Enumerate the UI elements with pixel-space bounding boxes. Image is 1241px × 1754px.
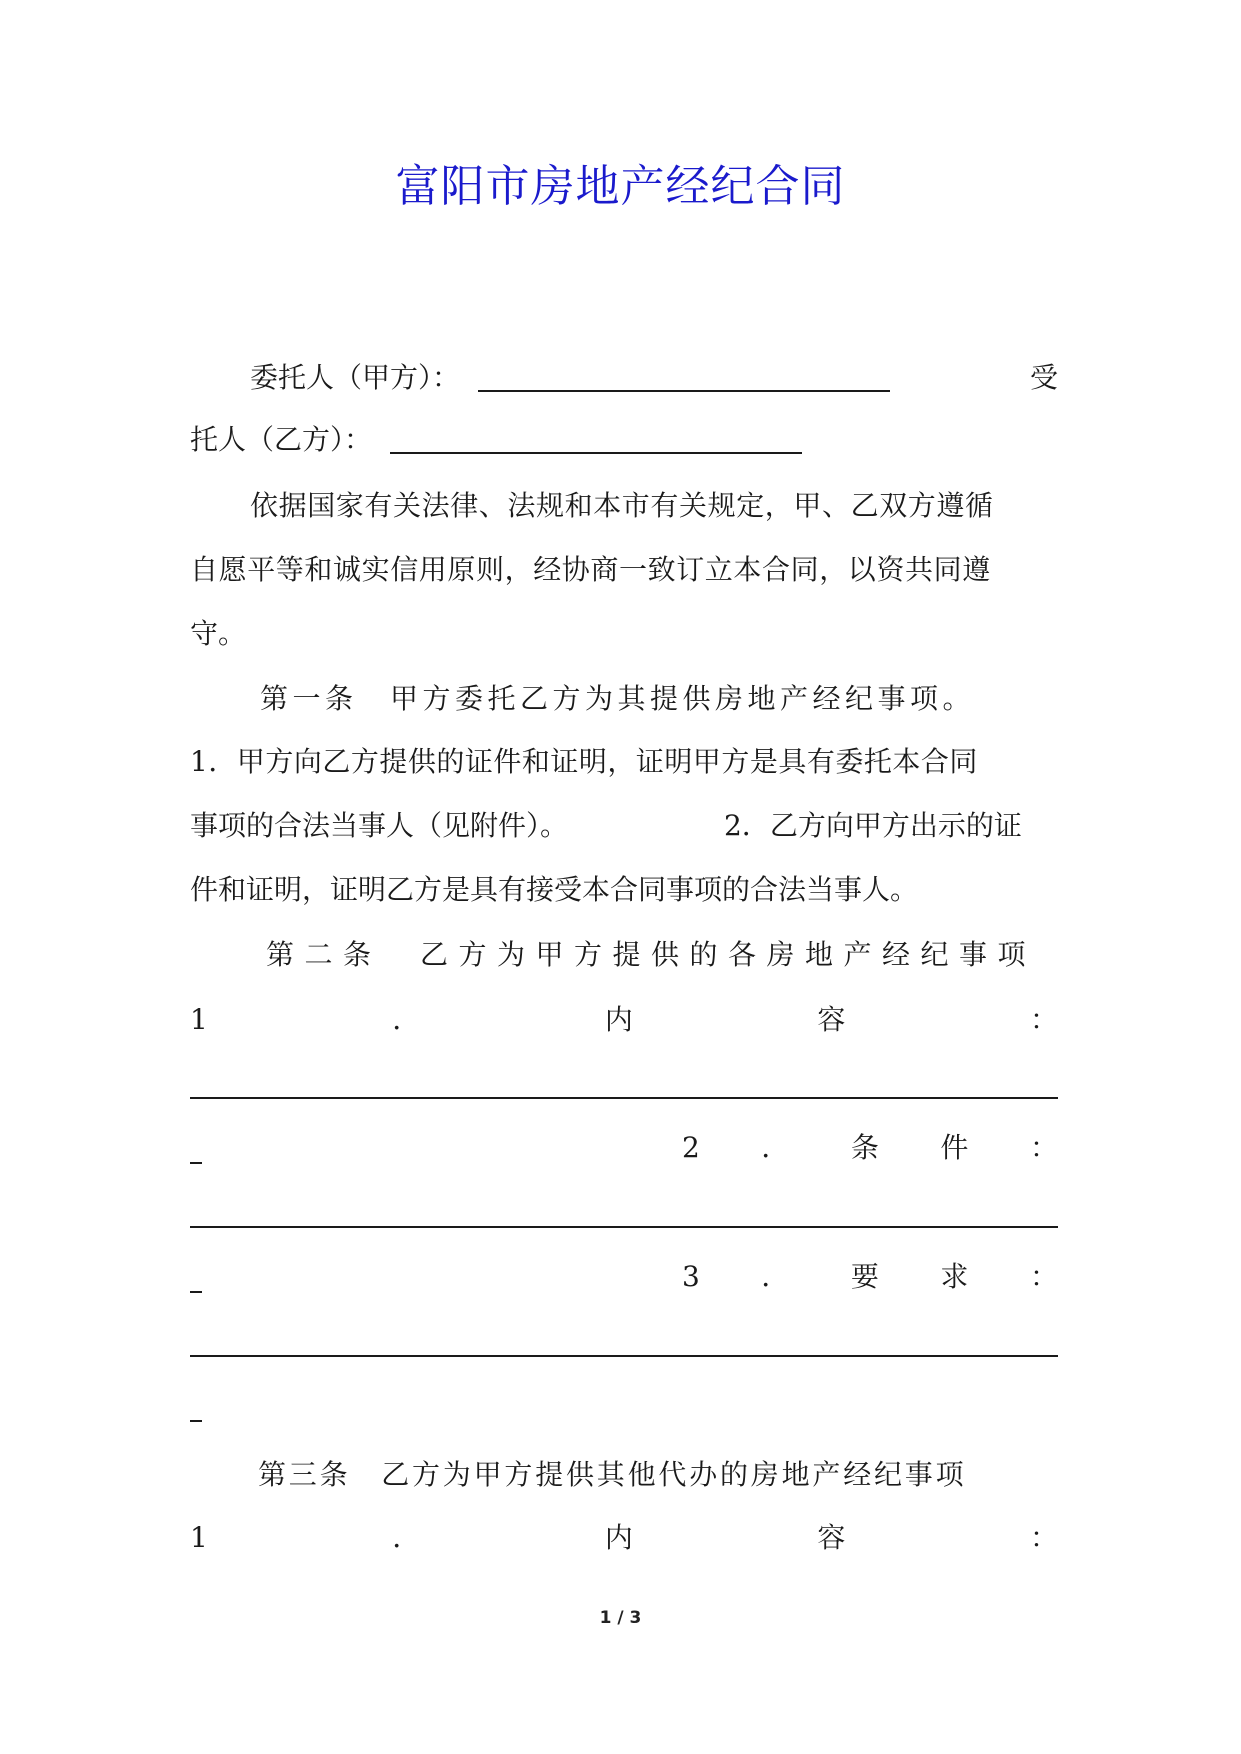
item-colon: ：	[1029, 1521, 1058, 1554]
article-3-item-1	[190, 1518, 1058, 1558]
item-char-2: 件	[940, 1131, 969, 1164]
item-dot: ．	[392, 1521, 421, 1554]
article-2-item-1	[190, 1000, 1058, 1040]
party-b-line	[190, 420, 1058, 460]
party-b-label: 托人（乙方）：	[190, 423, 373, 456]
item-number: 1	[190, 1521, 208, 1554]
page-title: 富阳市房地产经纪合同	[395, 161, 846, 212]
item-char-2: 容	[817, 1521, 846, 1554]
item-colon: ：	[1029, 1003, 1058, 1036]
item-colon: ：	[1029, 1260, 1058, 1293]
party-b-blank	[390, 452, 802, 454]
fill-in-rule-end	[190, 1291, 202, 1293]
item-dot: ．	[392, 1003, 421, 1036]
article-2-item-3	[682, 1257, 1058, 1297]
page-number: 1 / 3	[599, 1608, 642, 1628]
intro-line-2: 自愿平等和诚实信用原则，经协商一致订立本合同，以资共同遵	[190, 553, 991, 586]
item-char-1: 内	[604, 1521, 633, 1554]
item-char-2: 求	[940, 1260, 969, 1293]
article-1-line-3a: 事项的合法当事人（见附件）。	[190, 809, 569, 842]
intro-line-1: 依据国家有关法律、法规和本市有关规定，甲、乙双方遵循	[250, 489, 994, 522]
article-1-heading: 第一条 甲方委托乙方为其提供房地产经纪事项。	[260, 682, 976, 715]
fill-in-rule	[190, 1226, 1058, 1228]
article-1-line-3	[190, 806, 1058, 846]
article-3-heading: 第三条 乙方为甲方提供其他代办的房地产经纪事项	[258, 1458, 967, 1491]
article-1-line-2: 1．甲方向乙方提供的证件和证明，证明甲方是具有委托本合同	[190, 745, 978, 778]
item-dot: ．	[761, 1260, 790, 1293]
fill-in-rule	[190, 1355, 1058, 1357]
party-b-label-start: 受	[1029, 361, 1058, 394]
item-char-2: 容	[817, 1003, 846, 1036]
fill-in-rule-end	[190, 1420, 202, 1422]
item-char-1: 要	[850, 1260, 879, 1293]
item-number: 1	[190, 1003, 208, 1036]
party-a-label: 委托人（甲方）：	[250, 361, 461, 394]
article-2-item-2	[682, 1128, 1058, 1168]
party-a-line	[190, 358, 1058, 398]
intro-line-3: 守。	[190, 617, 247, 650]
article-1-line-3b: 2．乙方向甲方出示的证	[724, 809, 1022, 842]
item-char-1: 条	[850, 1131, 879, 1164]
item-number: 3	[682, 1260, 700, 1293]
article-2-heading: 第二条 乙方为甲方提供的各房地产经纪事项	[266, 938, 1037, 971]
fill-in-rule	[190, 1097, 1058, 1099]
item-number: 2	[682, 1131, 700, 1164]
item-colon: ：	[1029, 1131, 1058, 1164]
fill-in-rule-end	[190, 1162, 202, 1164]
article-1-line-4: 件和证明，证明乙方是具有接受本合同事项的合法当事人。	[190, 873, 919, 906]
item-char-1: 内	[604, 1003, 633, 1036]
party-a-blank	[478, 390, 890, 392]
item-dot: ．	[761, 1131, 790, 1164]
